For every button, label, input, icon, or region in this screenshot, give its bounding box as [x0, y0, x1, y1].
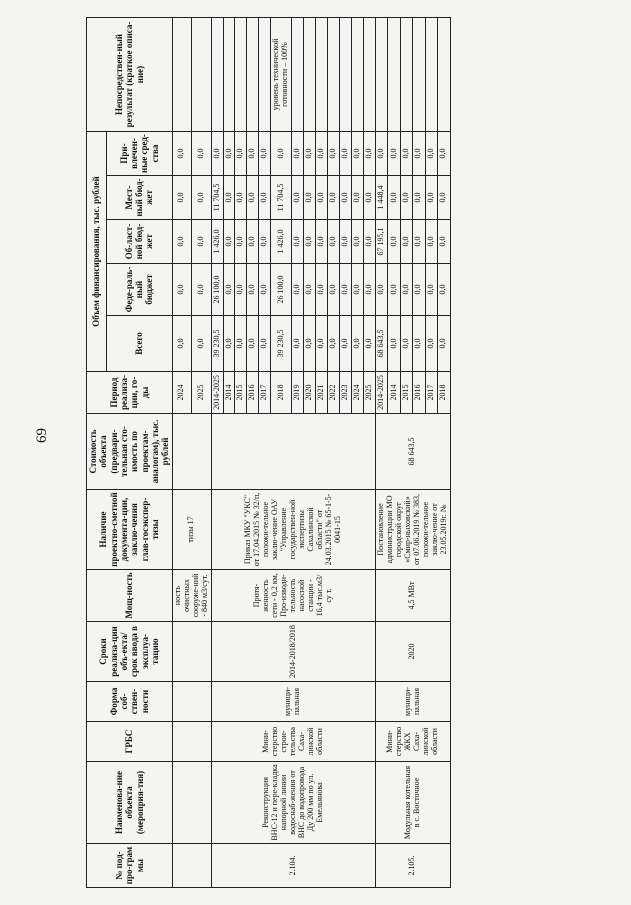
- result-cell: [304, 18, 316, 132]
- federal-cell: 0,0: [388, 264, 400, 316]
- result-cell: [211, 18, 223, 132]
- total-cell: 0,0: [292, 316, 304, 372]
- local-cell: 0,0: [316, 176, 328, 220]
- local-cell: 0,0: [413, 176, 425, 220]
- attracted-cell: 0,0: [304, 132, 316, 176]
- col-header-federal: Феде-раль-ный бюджет: [106, 264, 172, 316]
- col-header-name: Наименова-ние объекта (мероприя-тия): [87, 762, 173, 844]
- local-cell: 0,0: [192, 176, 211, 220]
- grbs-cell: Мини-стерство ЖКХ Саха-линской области: [375, 722, 450, 762]
- result-cell: [352, 18, 364, 132]
- result-cell: уровень технической готовности – 100%: [271, 18, 292, 132]
- attracted-cell: 0,0: [223, 132, 235, 176]
- table-row: [211, 18, 223, 888]
- year-cell: 2024: [172, 372, 191, 414]
- local-cell: 0,0: [292, 176, 304, 220]
- col-header-funding-group: Объем финансирования, тыс. рублей: [87, 132, 107, 372]
- result-cell: [363, 18, 375, 132]
- result-cell: [425, 18, 437, 132]
- local-cell: 0,0: [340, 176, 352, 220]
- federal-cell: 0,0: [363, 264, 375, 316]
- year-cell: 2014: [223, 372, 235, 414]
- object-name-cell: Модульная котельная в с. Восточное: [375, 762, 450, 844]
- total-cell: 0,0: [413, 316, 425, 372]
- col-header-period: Период реализа-ции, го-ды: [87, 372, 173, 414]
- total-cell: 0,0: [304, 316, 316, 372]
- result-cell: [259, 18, 271, 132]
- federal-cell: 0,0: [235, 264, 247, 316]
- year-cell: 2014: [388, 372, 400, 414]
- col-header-local: Мест-ный бюд-жет: [106, 176, 172, 220]
- federal-cell: 0,0: [316, 264, 328, 316]
- result-cell: [400, 18, 412, 132]
- federal-cell: 0,0: [247, 264, 259, 316]
- total-cell: 0,0: [352, 316, 364, 372]
- local-cell: 0,0: [425, 176, 437, 220]
- year-cell: 2020: [304, 372, 316, 414]
- local-cell: 0,0: [388, 176, 400, 220]
- col-header-grbs: ГРБС: [87, 722, 173, 762]
- entries-body: [211, 18, 450, 888]
- terms-cell: 2020: [375, 622, 450, 682]
- total-cell: 39 230,5: [211, 316, 223, 372]
- federal-cell: 0,0: [438, 264, 450, 316]
- year-cell: 2022: [328, 372, 340, 414]
- regional-cell: 0,0: [400, 220, 412, 264]
- psd-cell: Приказ МКУ "УКС" от 17.04.2015 № 32/п, положи-тельное заклю-чение ОАУ "Управление государствен-ной экспертизы Сахалинской области" от 24.03.2015 № 65-1-5-0041-15: [211, 490, 375, 570]
- total-cell: 0,0: [223, 316, 235, 372]
- result-cell: [235, 18, 247, 132]
- local-cell: 0,0: [247, 176, 259, 220]
- result-cell: [316, 18, 328, 132]
- attracted-cell: 0,0: [438, 132, 450, 176]
- total-cell: 0,0: [425, 316, 437, 372]
- local-cell: 11 704,5: [211, 176, 223, 220]
- result-cell: [223, 18, 235, 132]
- regional-cell: 0,0: [235, 220, 247, 264]
- num-cell: 2.105.: [375, 844, 450, 888]
- col-header-form: Форма соб-ствен-ности: [87, 682, 173, 722]
- attracted-cell: 0,0: [388, 132, 400, 176]
- capacity-cell: ность очистных сооруже-ний - 840 м3/сут.: [172, 570, 211, 622]
- total-cell: 0,0: [259, 316, 271, 372]
- federal-cell: 0,0: [328, 264, 340, 316]
- year-cell: 2017: [259, 372, 271, 414]
- col-header-terms: Сроки реализа-ции объ-екта/срок ввода в эксплуа-тацию: [87, 622, 173, 682]
- header-row-1: [87, 18, 107, 888]
- psd-cell: тизы 17: [172, 490, 211, 570]
- table-row: [375, 18, 387, 888]
- attracted-cell: 0,0: [235, 132, 247, 176]
- local-cell: 0,0: [352, 176, 364, 220]
- result-cell: [388, 18, 400, 132]
- regional-cell: 0,0: [438, 220, 450, 264]
- year-cell: 2014-2025: [375, 372, 387, 414]
- total-cell: 0,0: [235, 316, 247, 372]
- attracted-cell: 0,0: [363, 132, 375, 176]
- attracted-cell: 0,0: [375, 132, 387, 176]
- capacity-cell: Протя-женность сети - 0,2 км, Про-изводи-тельность насосной станции - 16,4 тыс.м3/су т.: [211, 570, 375, 622]
- local-cell: 0,0: [223, 176, 235, 220]
- object-name-cell: Реконструкция ВНС-12 и пере-кладка напорной линии водоснаб-жения от ВНС до водопровода Ду 200 мм по ул. Емельянова: [211, 762, 375, 844]
- local-cell: 0,0: [363, 176, 375, 220]
- federal-cell: 26 100,0: [271, 264, 292, 316]
- federal-cell: 26 100,0: [211, 264, 223, 316]
- attracted-cell: 0,0: [316, 132, 328, 176]
- regional-cell: 67 195,1: [375, 220, 387, 264]
- regional-cell: 0,0: [363, 220, 375, 264]
- regional-cell: 0,0: [316, 220, 328, 264]
- federal-cell: 0,0: [400, 264, 412, 316]
- regional-cell: 0,0: [223, 220, 235, 264]
- regional-cell: 0,0: [292, 220, 304, 264]
- result-cell: [328, 18, 340, 132]
- result-cell: [340, 18, 352, 132]
- year-cell: 2025: [192, 372, 211, 414]
- result-cell: [375, 18, 387, 132]
- regional-cell: 1 426,0: [271, 220, 292, 264]
- rotated-table-area: [86, 18, 626, 888]
- year-cell: 2021: [316, 372, 328, 414]
- year-cell: 2016: [413, 372, 425, 414]
- year-cell: 2023: [340, 372, 352, 414]
- attracted-cell: 0,0: [425, 132, 437, 176]
- page-number: 69: [34, 428, 50, 443]
- local-cell: 0,0: [235, 176, 247, 220]
- total-cell: 39 230,5: [271, 316, 292, 372]
- federal-cell: 0,0: [340, 264, 352, 316]
- total-cell: 0,0: [400, 316, 412, 372]
- attracted-cell: 0,0: [328, 132, 340, 176]
- year-cell: 2018: [438, 372, 450, 414]
- local-cell: 0,0: [438, 176, 450, 220]
- attracted-cell: 0,0: [192, 132, 211, 176]
- year-cell: 2019: [292, 372, 304, 414]
- total-cell: 0,0: [363, 316, 375, 372]
- result-cell: [438, 18, 450, 132]
- local-cell: 11 704,5: [271, 176, 292, 220]
- total-cell: 0,0: [388, 316, 400, 372]
- col-header-num: № под-про-грам мы: [87, 844, 173, 888]
- year-cell: 2017: [425, 372, 437, 414]
- attracted-cell: 0,0: [211, 132, 223, 176]
- total-cell: 0,0: [328, 316, 340, 372]
- col-header-result: Непосредствен-ный результат (краткое описа-ние): [87, 18, 173, 132]
- col-header-cost: Стоимость объекта (предвари-тельная сто-имость по проектам-аналогам), тыс. рублей: [87, 414, 173, 490]
- regional-cell: 0,0: [192, 220, 211, 264]
- regional-cell: 0,0: [304, 220, 316, 264]
- attracted-cell: 0,0: [172, 132, 191, 176]
- federal-cell: 0,0: [172, 264, 191, 316]
- psd-cell: Постановление администрации МО городской округ «Смир-ныховский» от 07.06.2019 № 383, положи-тельное заклю-чение от 23.05.2019г. №: [375, 490, 450, 570]
- result-cell: [292, 18, 304, 132]
- col-header-total: Всего: [106, 316, 172, 372]
- local-cell: 0,0: [172, 176, 191, 220]
- ownership-cell: муници-пальная: [375, 682, 450, 722]
- federal-cell: 0,0: [425, 264, 437, 316]
- local-cell: 0,0: [304, 176, 316, 220]
- total-cell: 0,0: [247, 316, 259, 372]
- total-cell: 68 643,5: [375, 316, 387, 372]
- cost-cell: [211, 414, 375, 490]
- attracted-cell: 0,0: [271, 132, 292, 176]
- total-cell: 0,0: [316, 316, 328, 372]
- regional-cell: 0,0: [352, 220, 364, 264]
- cost-cell: 68 643,5: [375, 414, 450, 490]
- num-cell: 2.104.: [211, 844, 375, 888]
- regional-cell: 0,0: [259, 220, 271, 264]
- regional-cell: 1 426,0: [211, 220, 223, 264]
- year-cell: 2015: [235, 372, 247, 414]
- federal-cell: 0,0: [352, 264, 364, 316]
- attracted-cell: 0,0: [340, 132, 352, 176]
- attracted-cell: 0,0: [259, 132, 271, 176]
- col-header-psd: Наличие проектно-сметной документа-ции, заклю-чения глав-госэкспер-тизы: [87, 490, 173, 570]
- result-cell: [192, 18, 211, 132]
- year-cell: 2016: [247, 372, 259, 414]
- total-cell: 0,0: [172, 316, 191, 372]
- regional-cell: 0,0: [172, 220, 191, 264]
- year-cell: 2025: [363, 372, 375, 414]
- regional-cell: 0,0: [388, 220, 400, 264]
- local-cell: 0,0: [259, 176, 271, 220]
- local-cell: 0,0: [400, 176, 412, 220]
- local-cell: 0,0: [328, 176, 340, 220]
- federal-cell: 0,0: [413, 264, 425, 316]
- total-cell: 0,0: [340, 316, 352, 372]
- federal-cell: 0,0: [259, 264, 271, 316]
- regional-cell: 0,0: [340, 220, 352, 264]
- attracted-cell: 0,0: [292, 132, 304, 176]
- regional-cell: 0,0: [413, 220, 425, 264]
- year-cell: 2018: [271, 372, 292, 414]
- federal-cell: 0,0: [223, 264, 235, 316]
- result-cell: [247, 18, 259, 132]
- table-row: [172, 18, 191, 888]
- year-cell: 2015: [400, 372, 412, 414]
- federal-cell: 0,0: [375, 264, 387, 316]
- federal-cell: 0,0: [192, 264, 211, 316]
- result-cell: [413, 18, 425, 132]
- col-header-regional: Об-ласт-ной бюд-жет: [106, 220, 172, 264]
- total-cell: 0,0: [438, 316, 450, 372]
- attracted-cell: 0,0: [352, 132, 364, 176]
- col-header-capacity: Мощ-ность: [87, 570, 173, 622]
- terms-cell: 2014-2018/2018: [211, 622, 375, 682]
- result-cell: [172, 18, 191, 132]
- regional-cell: 0,0: [425, 220, 437, 264]
- capacity-cell: 4,5 МВт: [375, 570, 450, 622]
- attracted-cell: 0,0: [247, 132, 259, 176]
- col-header-attracted: При-влечен-ные сред-ства: [106, 132, 172, 176]
- attracted-cell: 0,0: [400, 132, 412, 176]
- year-cell: 2024: [352, 372, 364, 414]
- attracted-cell: 0,0: [413, 132, 425, 176]
- local-cell: 1 448,4: [375, 176, 387, 220]
- total-cell: 0,0: [192, 316, 211, 372]
- regional-cell: 0,0: [328, 220, 340, 264]
- grbs-cell: Мини-стерство строи-тельства Саха-линской области: [211, 722, 375, 762]
- federal-cell: 0,0: [304, 264, 316, 316]
- financing-table: [86, 17, 451, 888]
- year-cell: 2014-2025: [211, 372, 223, 414]
- regional-cell: 0,0: [247, 220, 259, 264]
- federal-cell: 0,0: [292, 264, 304, 316]
- ownership-cell: муници-пальная: [211, 682, 375, 722]
